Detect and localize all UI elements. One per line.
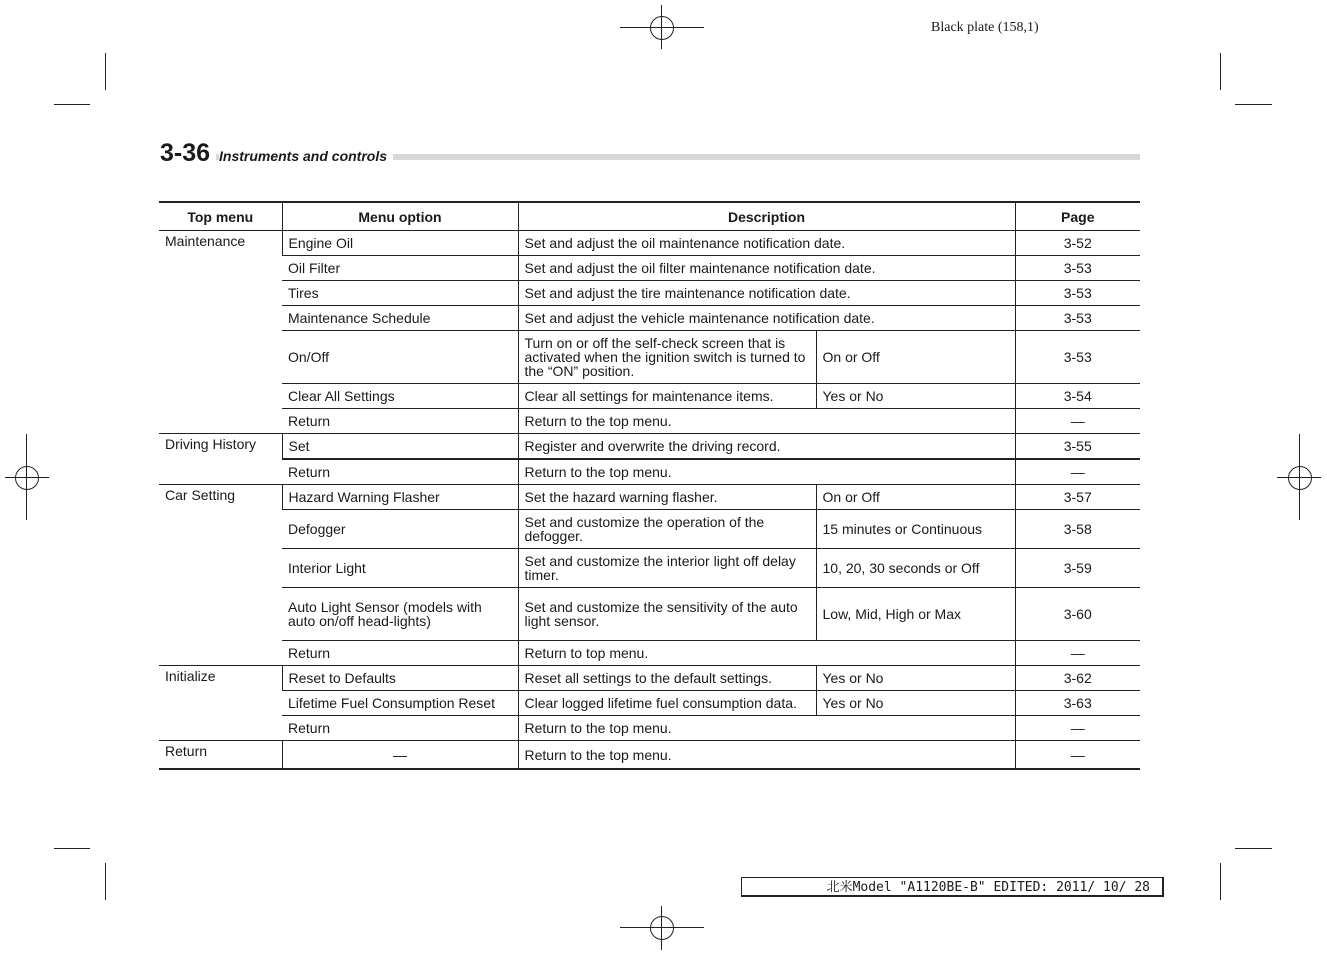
table-row (159, 256, 1140, 281)
table-row (159, 384, 1140, 409)
page-cell: 3-60 (1015, 588, 1140, 641)
value-cell: 15 minutes or Continuous (816, 510, 1015, 549)
menu-option-cell: Return (282, 716, 518, 741)
menu-option-cell: Tires (282, 281, 518, 306)
table-row (159, 409, 1140, 434)
value-cell: On or Off (816, 485, 1015, 510)
col-header-top-menu: Top menu (159, 202, 282, 231)
crop-mark (1220, 863, 1221, 900)
description-cell: Set and adjust the oil maintenance notification date. (518, 231, 1015, 256)
col-header-page: Page (1015, 202, 1140, 231)
settings-table (159, 201, 1140, 770)
description-cell: Turn on or off the self-check screen that is activated when the ignition switch is turned to the “ON” position. (518, 331, 816, 384)
table-row (159, 666, 1140, 691)
top-menu-cell: Driving History (159, 434, 282, 485)
crop-mark (1235, 848, 1272, 849)
crop-mark (54, 848, 90, 849)
description-cell: Return to top menu. (518, 641, 1015, 666)
menu-option-cell: Defogger (282, 510, 518, 549)
edition-footer: 北米Model "A1120BE-B" EDITED: 2011/ 10/ 28 (741, 877, 1164, 897)
table-row (159, 306, 1140, 331)
page-cell: 3-53 (1015, 306, 1140, 331)
table-row (159, 691, 1140, 716)
value-cell: Yes or No (816, 384, 1015, 409)
page-cell: 3-52 (1015, 231, 1140, 256)
menu-option-cell: Engine Oil (282, 231, 518, 256)
top-menu-cell: Car Setting (159, 485, 282, 666)
page-cell: 3-62 (1015, 666, 1140, 691)
value-cell: On or Off (816, 331, 1015, 384)
page-cell: — (1015, 409, 1140, 434)
description-cell: Set and adjust the vehicle maintenance notification date. (518, 306, 1015, 331)
crop-mark (54, 104, 90, 105)
menu-option-cell: On/Off (282, 331, 518, 384)
description-cell: Set and adjust the tire maintenance notification date. (518, 281, 1015, 306)
page-cell: 3-55 (1015, 434, 1140, 460)
value-cell: Low, Mid, High or Max (816, 588, 1015, 641)
value-cell: Yes or No (816, 666, 1015, 691)
description-cell: Set and adjust the oil filter maintenance notification date. (518, 256, 1015, 281)
registration-mark-left-circle (15, 466, 39, 490)
page-cell: 3-53 (1015, 331, 1140, 384)
description-cell: Return to the top menu. (518, 741, 1015, 770)
menu-option-cell: Lifetime Fuel Consumption Reset (282, 691, 518, 716)
value-cell: Yes or No (816, 691, 1015, 716)
menu-option-cell: Auto Light Sensor (models with auto on/off head-lights) (282, 588, 518, 641)
registration-mark-top-circle (650, 16, 674, 40)
table-row (159, 434, 1140, 460)
table-row (159, 588, 1140, 641)
page-cell: 3-57 (1015, 485, 1140, 510)
description-cell: Set and customize the operation of the defogger. (518, 510, 816, 549)
page-cell: — (1015, 641, 1140, 666)
page-cell: 3-59 (1015, 549, 1140, 588)
table-row (159, 485, 1140, 510)
page-cell: 3-58 (1015, 510, 1140, 549)
menu-option-cell: Return (282, 641, 518, 666)
table-row (159, 459, 1140, 485)
top-menu-cell: Return (159, 741, 282, 770)
crop-mark (1235, 104, 1272, 105)
description-cell: Register and overwrite the driving record. (518, 434, 1015, 460)
description-cell: Set and customize the sensitivity of the auto light sensor. (518, 588, 816, 641)
menu-option-cell: Interior Light (282, 549, 518, 588)
description-cell: Clear logged lifetime fuel consumption data. (518, 691, 816, 716)
table-row (159, 281, 1140, 306)
table-row (159, 716, 1140, 741)
menu-option-cell: Return (282, 459, 518, 485)
col-header-description: Description (518, 202, 1015, 231)
page-cell: — (1015, 741, 1140, 770)
section-title: Instruments and controls (219, 148, 393, 164)
menu-option-cell: Set (282, 434, 518, 460)
description-cell: Set and customize the interior light off delay timer. (518, 549, 816, 588)
page-cell: — (1015, 716, 1140, 741)
table-row (159, 741, 1140, 770)
table-row (159, 231, 1140, 256)
page-number: 3-36 (160, 139, 216, 167)
top-menu-cell: Initialize (159, 666, 282, 741)
crop-mark (105, 53, 106, 90)
table-row (159, 641, 1140, 666)
crop-mark (1220, 53, 1221, 90)
page-cell: 3-53 (1015, 256, 1140, 281)
menu-option-cell: Clear All Settings (282, 384, 518, 409)
table-header-row (159, 202, 1140, 231)
col-header-menu-option: Menu option (282, 202, 518, 231)
description-cell: Clear all settings for maintenance items. (518, 384, 816, 409)
page-cell: 3-63 (1015, 691, 1140, 716)
description-cell: Return to the top menu. (518, 716, 1015, 741)
table-row (159, 331, 1140, 384)
menu-option-cell: Reset to Defaults (282, 666, 518, 691)
page-cell: 3-54 (1015, 384, 1140, 409)
plate-label: Black plate (158,1) (931, 20, 1039, 35)
description-cell: Reset all settings to the default settings. (518, 666, 816, 691)
table-row (159, 549, 1140, 588)
description-cell: Return to the top menu. (518, 409, 1015, 434)
menu-option-cell: Oil Filter (282, 256, 518, 281)
crop-mark (105, 863, 106, 900)
menu-option-cell: Maintenance Schedule (282, 306, 518, 331)
registration-mark-bottom-circle (650, 916, 674, 940)
value-cell: 10, 20, 30 seconds or Off (816, 549, 1015, 588)
page-cell: — (1015, 459, 1140, 485)
description-cell: Return to the top menu. (518, 459, 1015, 485)
table-row (159, 510, 1140, 549)
menu-option-cell: — (282, 741, 518, 770)
registration-mark-right-circle (1288, 466, 1312, 490)
description-cell: Set the hazard warning flasher. (518, 485, 816, 510)
top-menu-cell: Maintenance (159, 231, 282, 434)
menu-option-cell: Hazard Warning Flasher (282, 485, 518, 510)
page-cell: 3-53 (1015, 281, 1140, 306)
menu-option-cell: Return (282, 409, 518, 434)
